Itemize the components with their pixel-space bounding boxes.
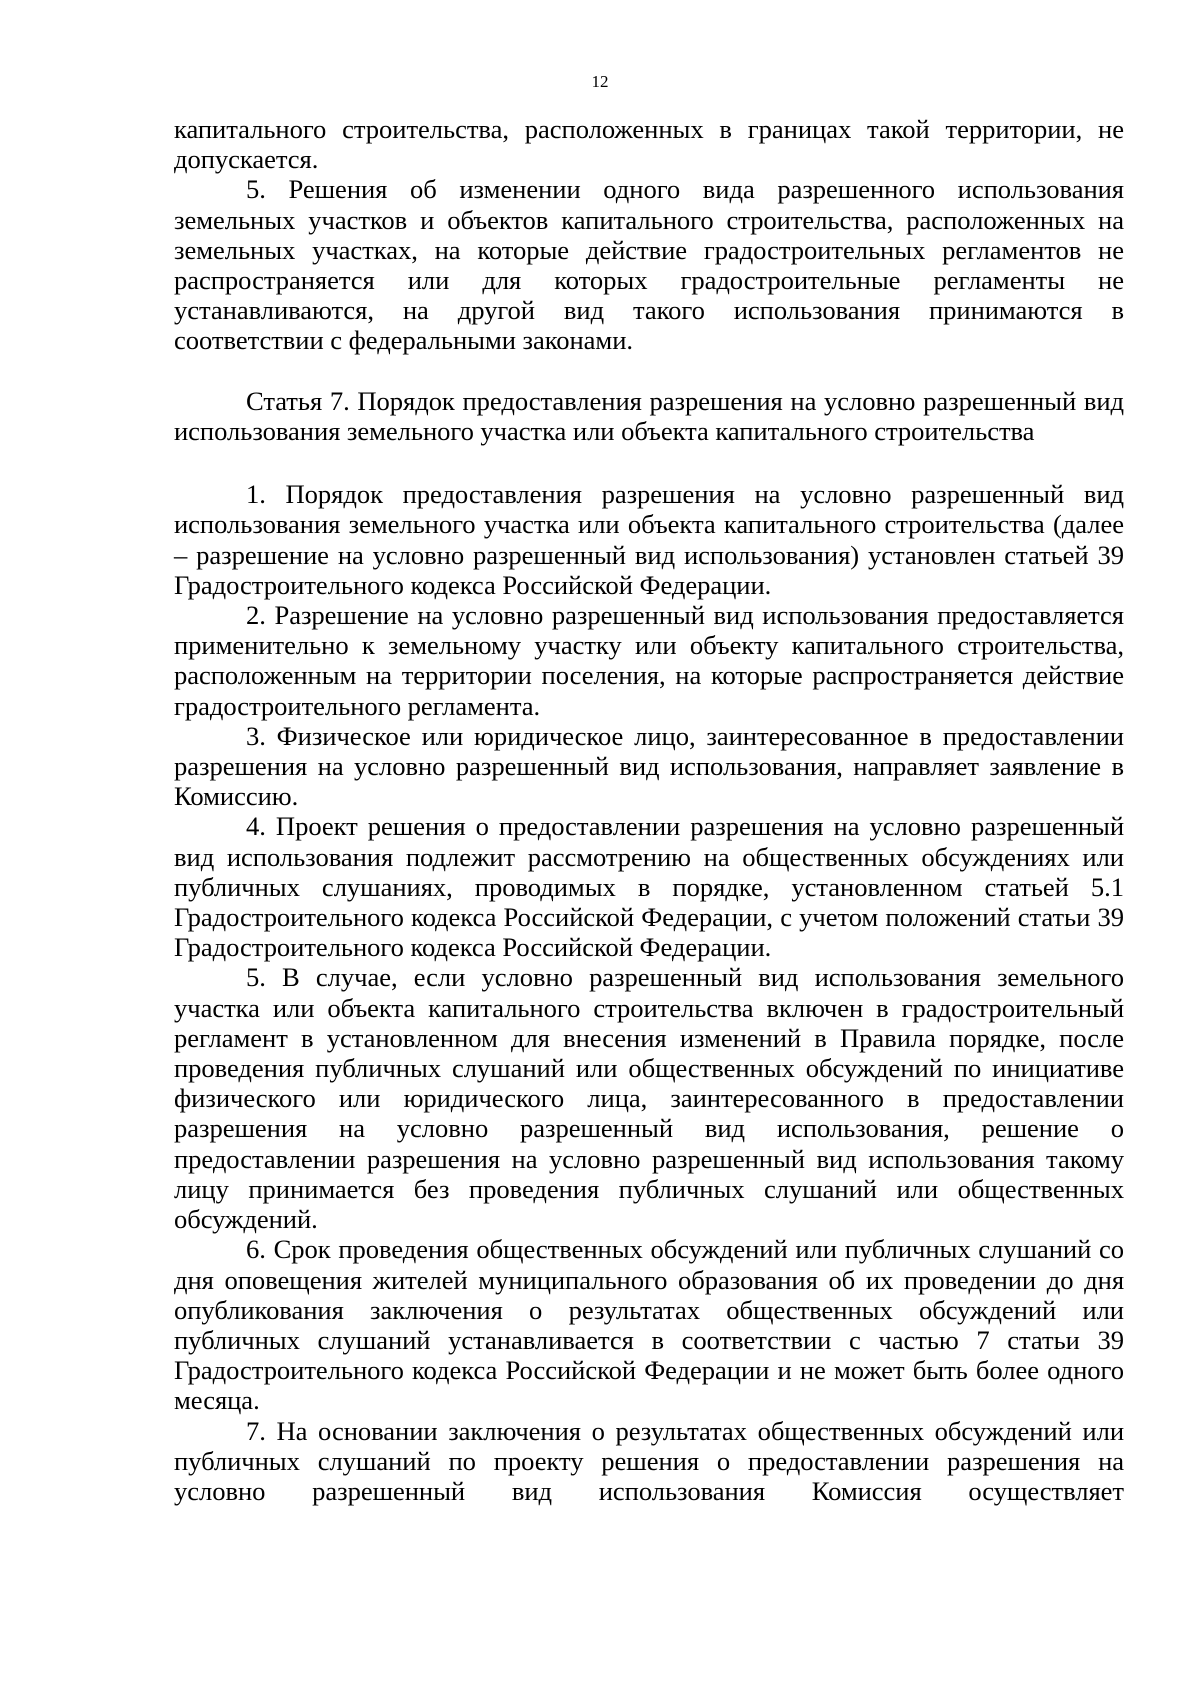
- blank-line: [174, 356, 1124, 386]
- article-item-2: 2. Разрешение на условно разрешенный вид использования предоставляется применительно к земельному участку или объекту капитального строительства, расположенным на территории поселения, на которые распространяется действие градостроительного регламента.: [174, 600, 1124, 721]
- article-item-5: 5. В случае, если условно разрешенный вид использования земельного участка или объекта капитального строительства включен в градостроительный регламент в установленном для внесения изменений в Правила порядке, после проведения публичных слушаний или общественных обсуждений по инициативе физического или юридического лица, заинтересованного в предоставлении разрешения на условно разрешенный вид использования, решение о предоставлении разрешения на условно разрешенный вид использования такому лицу принимается без проведения публичных слушаний или общественных обсуждений.: [174, 962, 1124, 1235]
- article-item-4: 4. Проект решения о предоставлении разрешения на условно разрешенный вид использования подлежит рассмотрению на общественных обсуждениях или публичных слушаниях, проводимых в порядке, установленном статьей 5.1 Градостроительного кодекса Российской Федерации, с учетом положений статьи 39 Градостроительного кодекса Российской Федерации.: [174, 811, 1124, 963]
- page-number: 12: [591, 72, 609, 91]
- paragraph-item-5: 5. Решения об изменении одного вида разрешенного использования земельных участков и объектов капитального строительства, расположенных на земельных участках, на которые действие градостроительных регламентов не распространяется или для которых градостроительные регламенты не устанавливаются, на другой вид такого использования принимаются в соответствии с федеральными законами.: [174, 174, 1124, 356]
- paragraph-continuation: капитального строительства, расположенных в границах такой территории, не допускается.: [174, 114, 1124, 175]
- article-item-1: 1. Порядок предоставления разрешения на условно разрешенный вид использования земельного участка или объекта капитального строительства (далее – разрешение на условно разрешенный вид использования) установлен статьей 39 Градостроительного кодекса Российской Федерации.: [174, 479, 1124, 600]
- article-item-6: 6. Срок проведения общественных обсуждений или публичных слушаний со дня оповещения жителей муниципального образования об их проведении до дня опубликования заключения о результатах общественных обсуждений или публичных слушаний устанавливается в соответствии с частью 7 статьи 39 Градостроительного кодекса Российской Федерации и не может быть более одного месяца.: [174, 1234, 1124, 1416]
- article-item-3: 3. Физическое или юридическое лицо, заинтересованное в предоставлении разрешения на условно разрешенный вид использования, направляет заявление в Комиссию.: [174, 720, 1124, 812]
- article-item-7: 7. На основании заключения о результатах общественных обсуждений или публичных слушаний по проекту решения о предоставлении разрешения на условно разрешенный вид использования Комиссия осуществляет: [174, 1415, 1124, 1506]
- document-body: [174, 114, 1124, 1506]
- blank-line: [174, 446, 1124, 479]
- article-heading: Статья 7. Порядок предоставления разрешения на условно разрешенный вид использования земельного участка или объекта капитального строительства: [174, 385, 1124, 447]
